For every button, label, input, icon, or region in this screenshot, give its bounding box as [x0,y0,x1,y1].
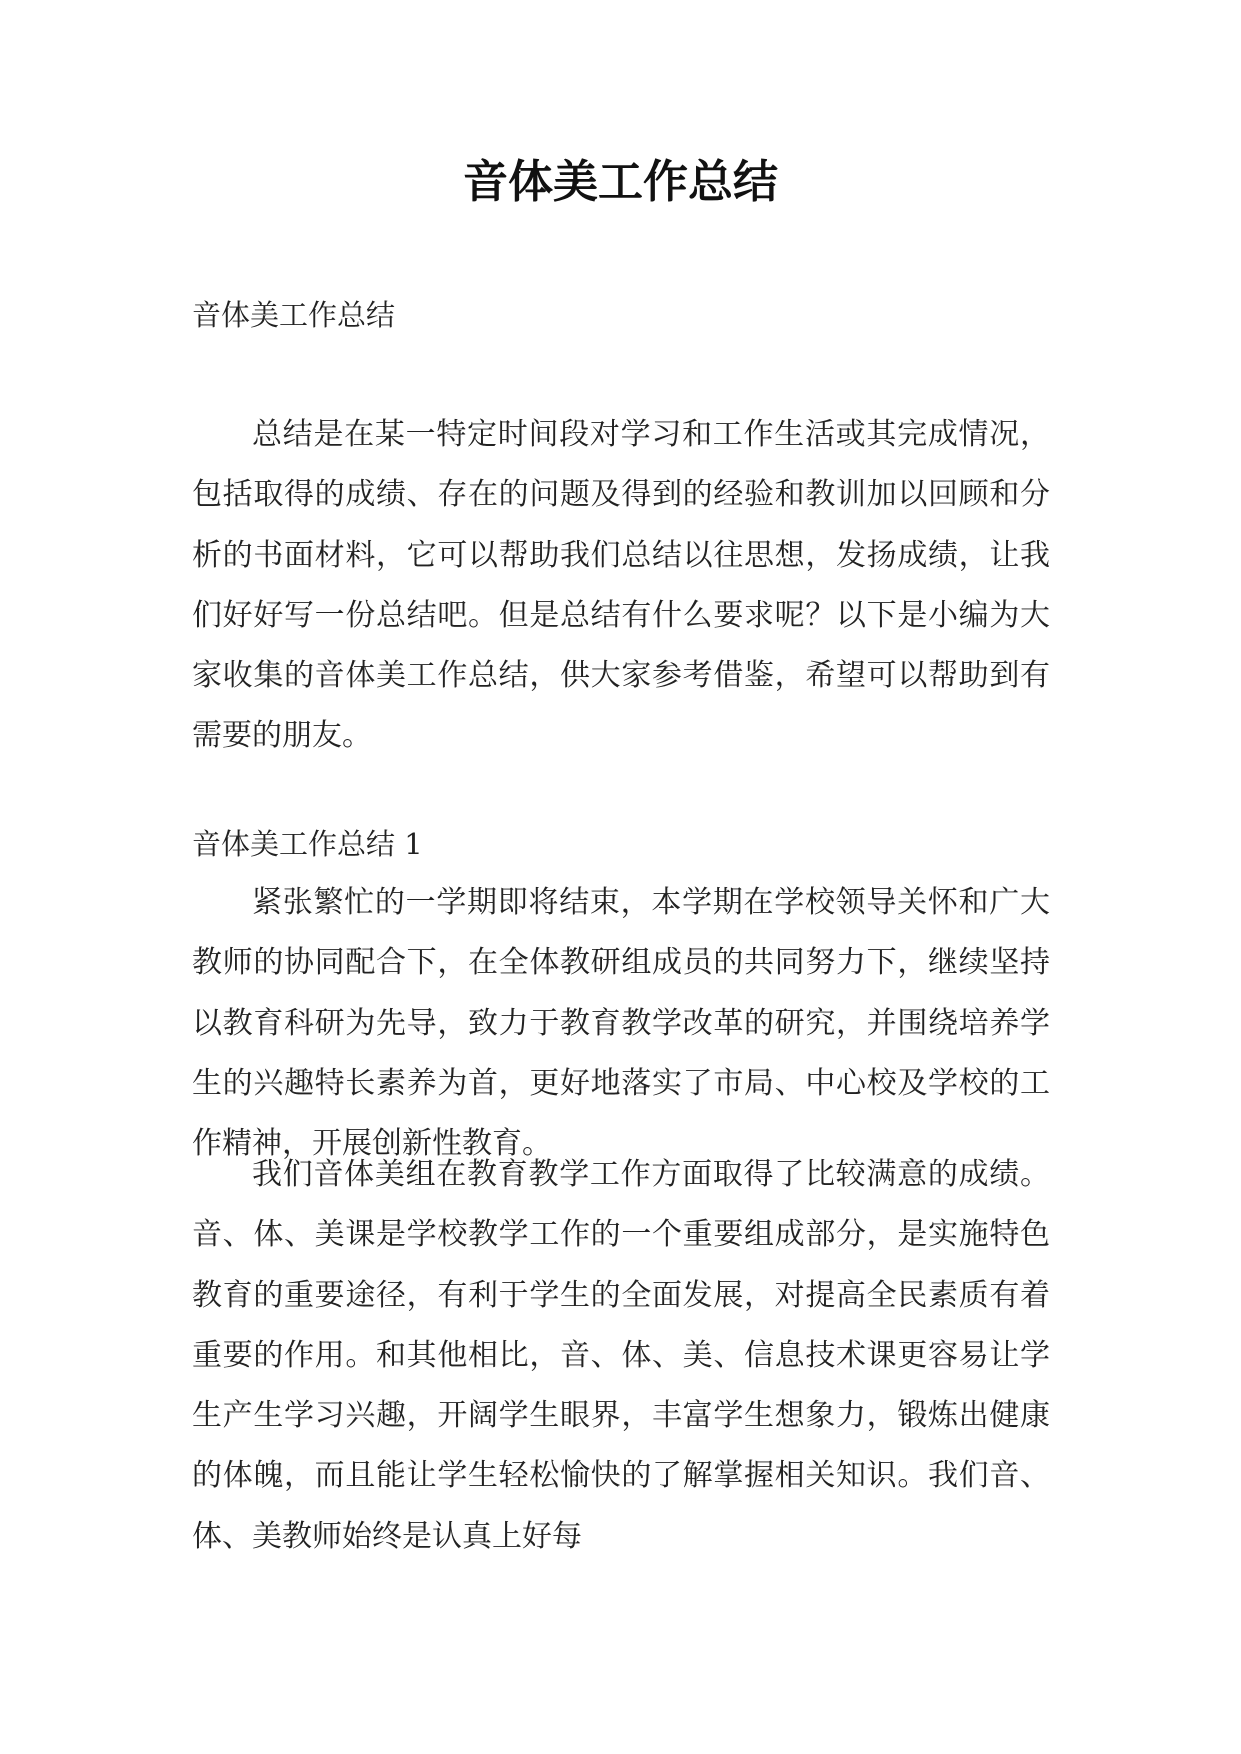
section-heading-1: 音体美工作总结 1 [192,827,423,861]
document-title: 音体美工作总结 [462,155,778,208]
document-subtitle: 音体美工作总结 [192,298,396,332]
section-1-paragraph-2: 我们音体美组在教育教学工作方面取得了比较满意的成绩。音、体、美课是学校教学工作的一个重要组成部分，是实施特色教育的重要途径，有利于学生的全面发展，对提高全民素质有着重要的作用。和其他相比，音、体、美、信息技术课更容易让学生产生学习兴趣，开阔学生眼界，丰富学生想象力，锻炼出健康的体魄，而且能让学生轻松愉快的了解掌握相关知识。我们音、体、美教师始终是认真上好每 [192,1157,1050,1554]
intro-paragraph: 总结是在某一特定时间段对学习和工作生活或其完成情况，包括取得的成绩、存在的问题及得到的经验和教训加以回顾和分析的书面材料，它可以帮助我们总结以往思想，发扬成绩，让我们好好写一份总结吧。但是总结有什么要求呢？以下是小编为大家收集的音体美工作总结，供大家参考借鉴，希望可以帮助到有需要的朋友。 [192,417,1050,754]
section-1-paragraph-1: 紧张繁忙的一学期即将结束，本学期在学校领导关怀和广大教师的协同配合下，在全体教研组成员的共同努力下，继续坚持以教育科研为先导，致力于教育教学改革的研究，并围绕培养学生的兴趣特长素养为首，更好地落实了市局、中心校及学校的工作精神，开展创新性教育。 [192,885,1050,1162]
